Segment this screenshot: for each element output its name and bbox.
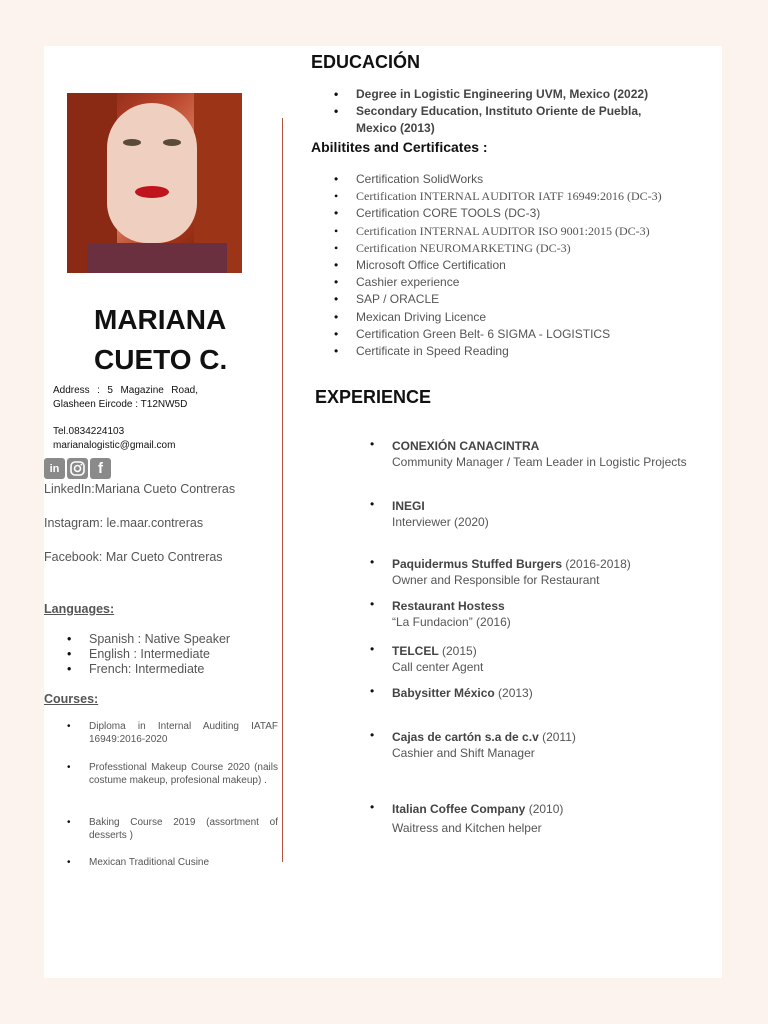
languages-title: Languages: bbox=[44, 602, 115, 616]
list-item: • Certificate in Speed Reading bbox=[356, 343, 696, 360]
education-title: EDUCACIÓN bbox=[311, 52, 421, 72]
abilities-list bbox=[356, 171, 696, 360]
list-item: • Professtional Makeup Course 2020 (nails costume makeup, profesional makeup) . bbox=[89, 761, 278, 787]
list-item: • Baking Course 2019 (assortment of desserts ) bbox=[89, 816, 278, 842]
list-item: • Spanish : Native Speaker bbox=[89, 632, 230, 647]
courses-list bbox=[89, 720, 278, 746]
list-item: • SAP / ORACLE bbox=[356, 291, 696, 308]
languages-list bbox=[89, 632, 230, 677]
list-item: • French: Intermediate bbox=[89, 662, 230, 677]
abilities-title: Abilitites and Certificates : bbox=[311, 139, 488, 155]
linkedin-icon[interactable]: in bbox=[44, 458, 65, 479]
list-item: • Certification INTERNAL AUDITOR IATF 16949:2016 (DC-3) bbox=[356, 188, 696, 205]
experience-item: • INEGI Interviewer (2020) bbox=[392, 497, 690, 530]
list-item: • Certification INTERNAL AUDITOR ISO 9001:2015 (DC-3) bbox=[356, 223, 696, 240]
courses-title: Courses: bbox=[44, 692, 99, 706]
instagram-link[interactable]: Instagram: le.maar.contreras bbox=[44, 516, 204, 530]
experience-item: • Italian Coffee Company (2010) Waitress and Kitchen helper bbox=[392, 800, 690, 836]
linkedin-link[interactable]: LinkedIn:Mariana Cueto Contreras bbox=[44, 482, 236, 496]
list-item: • Certification Green Belt- 6 SIGMA - LOGISTICS bbox=[356, 326, 696, 343]
list-item: • Mexican Traditional Cusine bbox=[89, 856, 278, 869]
list-item: • Mexican Driving Licence bbox=[356, 309, 696, 326]
list-item: • Cashier experience bbox=[356, 274, 696, 291]
email[interactable]: marianalogistic@gmail.com bbox=[53, 440, 176, 451]
list-item: • Certification SolidWorks bbox=[356, 171, 696, 188]
facebook-icon[interactable]: f bbox=[90, 458, 111, 479]
phone: Tel.0834224103 bbox=[53, 426, 125, 437]
experience-item: • Restaurant Hostess “La Fundacion” (2016) bbox=[392, 597, 690, 630]
experience-item: • Babysitter México (2013) bbox=[392, 684, 690, 702]
full-name: MARIANA CUETO C. bbox=[94, 304, 228, 375]
instagram-icon[interactable] bbox=[67, 458, 88, 479]
experience-title: EXPERIENCE bbox=[315, 387, 432, 407]
list-item: • Degree in Logistic Engineering UVM, Mexico (2022) bbox=[356, 86, 676, 103]
column-divider bbox=[282, 118, 283, 862]
address: Address : 5 Magazine Road, Glasheen Eircode : T12NW5D bbox=[53, 385, 198, 410]
experience-item: • TELCEL (2015) Call center Agent bbox=[392, 642, 690, 675]
list-item: • English : Intermediate bbox=[89, 647, 230, 662]
contact-info bbox=[53, 425, 175, 453]
experience-item: • Cajas de cartón s.a de c.v (2011) Cashier and Shift Manager bbox=[392, 728, 690, 761]
list-item: • Diploma in Internal Auditing IATAF 16949:2016-2020 bbox=[89, 720, 278, 746]
experience-item: • CONEXIÓN CANACINTRA Community Manager / Team Leader in Logistic Projects bbox=[392, 437, 690, 470]
list-item: • Certification NEUROMARKETING (DC-3) bbox=[356, 240, 696, 257]
list-item: • Secondary Education, Instituto Oriente de Puebla, Mexico (2013) bbox=[356, 103, 656, 137]
profile-photo bbox=[67, 93, 242, 273]
facebook-link[interactable]: Facebook: Mar Cueto Contreras bbox=[44, 550, 223, 564]
experience-item: • Paquidermus Stuffed Burgers (2016-2018) Owner and Responsible for Restaurant bbox=[392, 555, 690, 588]
education-list bbox=[356, 86, 676, 137]
social-icons bbox=[44, 458, 111, 479]
list-item: • Microsoft Office Certification bbox=[356, 257, 696, 274]
list-item: • Certification CORE TOOLS (DC-3) bbox=[356, 205, 696, 222]
